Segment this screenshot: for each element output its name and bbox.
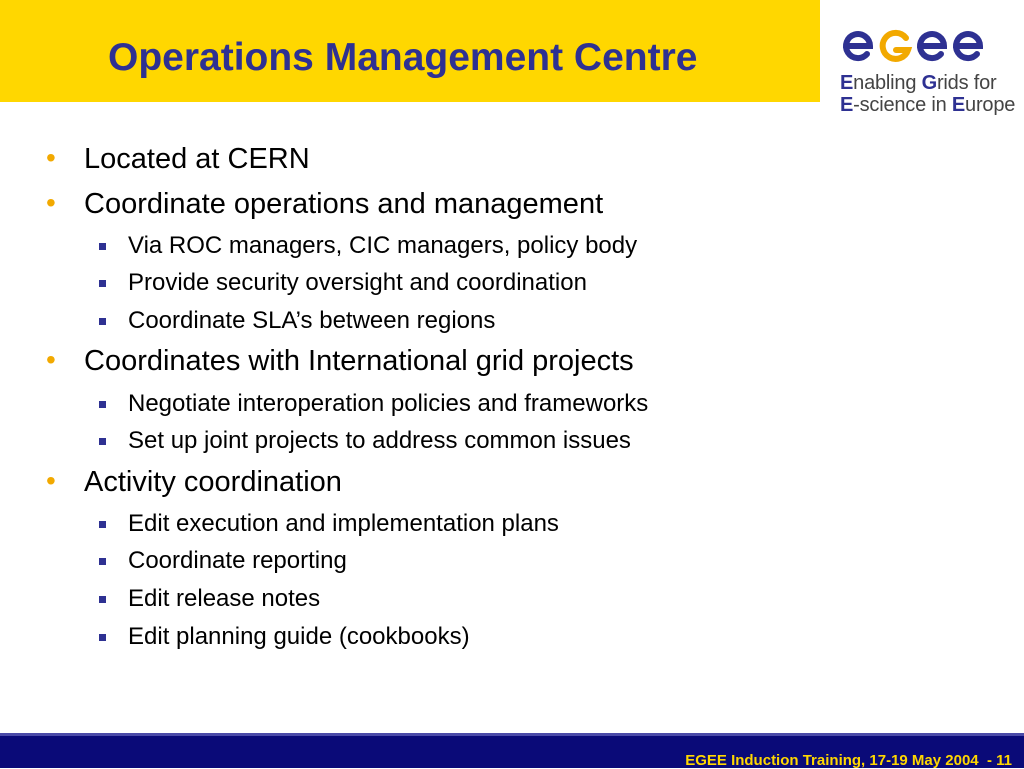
sub-bullet-item: Edit release notes (128, 585, 321, 612)
sub-bullet-item: Negotiate interoperation policies and frameworks (128, 390, 649, 417)
egee-logo-mark (840, 24, 1000, 64)
sub-bullet-item: Coordinate reporting (128, 547, 347, 574)
bullet-item: • Activity coordination (84, 468, 342, 497)
logo-tagline: Enabling Grids for E-science in Europe (840, 72, 1016, 116)
bullet-item: • Coordinate operations and management (84, 190, 603, 219)
footer-text: EGEE Induction Training, 17-19 May 2004 - 11 (685, 752, 1012, 769)
footer-bar (0, 733, 1024, 768)
sub-bullet-item: Via ROC managers, CIC managers, policy body (128, 232, 638, 259)
bullet-item: • Located at CERN (84, 145, 310, 174)
title-bar (0, 0, 820, 102)
egee-logo (838, 24, 1016, 116)
sub-bullet-item: Set up joint projects to address common issues (128, 427, 631, 454)
bullet-item: • Coordinates with International grid projects (84, 347, 634, 376)
sub-bullet-item: Edit execution and implementation plans (128, 510, 559, 537)
sub-bullet-item: Edit planning guide (cookbooks) (128, 623, 470, 650)
slide-title: Operations Management Centre (108, 36, 698, 79)
sub-bullet-item: Coordinate SLA’s between regions (128, 307, 496, 334)
sub-bullet-item: Provide security oversight and coordination (128, 269, 587, 296)
